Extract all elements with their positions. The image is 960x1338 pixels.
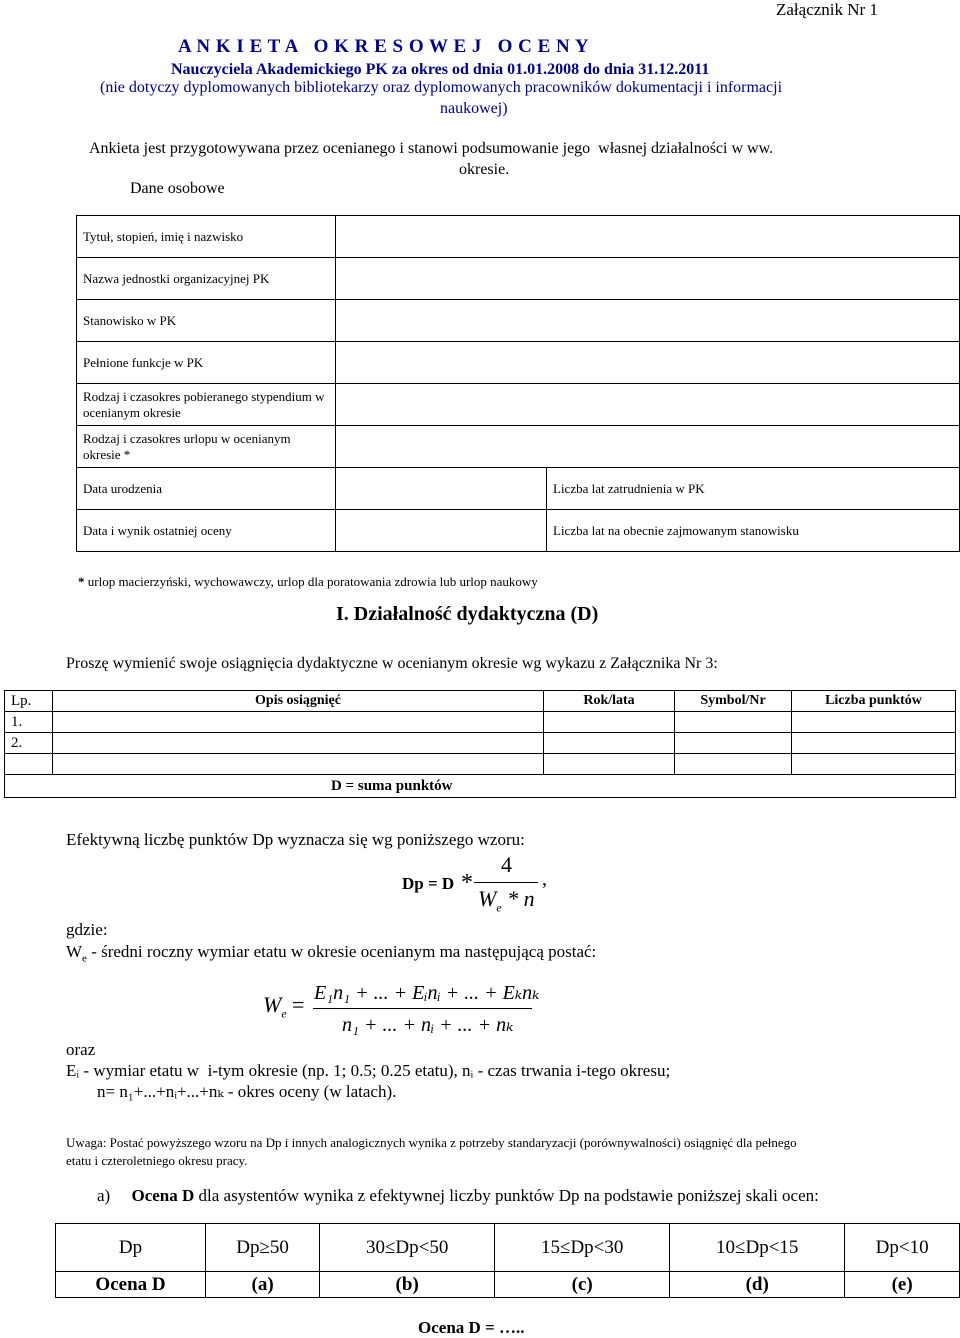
employment-years-label: Liczba lat zatrudnienia w PK — [547, 468, 960, 510]
description-cell[interactable] — [53, 712, 544, 733]
functions-label: Pełnione funkcje w PK — [77, 342, 336, 384]
we-numerator: E₁n₁ + ... + Eᵢnᵢ + ... + Eₖnₖ — [314, 982, 540, 1004]
gdzie-label: gdzie: — [66, 920, 108, 939]
denominator-rest: * n — [507, 886, 535, 911]
table-row — [77, 384, 960, 426]
grading-scale-table — [55, 1223, 960, 1298]
exclusion-note-1: (nie dotyczy dyplomowanych bibliotekarzy oraz dyplomowanych pracowników dokumentacji i informacji — [100, 79, 783, 96]
col-symbol: Symbol/Nr — [675, 691, 792, 712]
points-cell[interactable] — [792, 712, 956, 733]
scale-cell: 15≤Dp<30 — [495, 1224, 670, 1272]
grade-cell: (b) — [320, 1272, 495, 1298]
scale-row-dp — [56, 1224, 960, 1272]
section-instruction: Proszę wymienić swoje osiągnięcia dydaktyczne w ocenianym okresie wg wykazu z Załącznika Nr 3: — [66, 655, 718, 672]
unit-field[interactable] — [336, 258, 960, 300]
position-label: Stanowisko w PK — [77, 300, 336, 342]
we-lhs-sub: e — [281, 1006, 287, 1021]
table-row — [77, 426, 960, 468]
description-cell[interactable] — [53, 733, 544, 754]
personal-data-table — [76, 215, 960, 552]
n-description: n= n₁+...+nᵢ+...+nₖ - okres oceny (w latach). — [97, 1082, 397, 1101]
formula-comma: , — [542, 868, 547, 890]
attachment-label: Załącznik Nr 1 — [776, 0, 878, 19]
year-cell[interactable] — [544, 712, 675, 733]
intro-text-2: okresie. — [459, 161, 510, 178]
we-symbol: W — [66, 942, 83, 961]
grade-cell: (e) — [845, 1272, 960, 1298]
table-row — [77, 468, 960, 510]
unit-label: Nazwa jednostki organizacyjnej PK — [77, 258, 336, 300]
scale-cell: Dp≥50 — [206, 1224, 320, 1272]
scale-cell: 10≤Dp<15 — [670, 1224, 845, 1272]
year-cell[interactable] — [544, 733, 675, 754]
note-line-2: etatu i czteroletniego okresu pracy. — [66, 1153, 248, 1168]
title-name-label: Tytuł, stopień, imię i nazwisko — [77, 216, 336, 258]
footnote-text: urlop macierzyński, wychowawczy, urlop dla poratowania zdrowia lub urlop naukowy — [87, 574, 538, 589]
we-desc-text: - średni roczny wymiar etatu w okresie ocenianym ma następującą postać: — [91, 942, 597, 961]
table-row — [5, 733, 956, 754]
leave-field[interactable] — [336, 426, 960, 468]
formula-times: * — [461, 870, 473, 896]
scale-intro — [97, 1186, 819, 1206]
points-cell[interactable] — [792, 733, 956, 754]
sum-row — [5, 775, 956, 798]
title-name-field[interactable] — [336, 216, 960, 258]
birth-date-field[interactable] — [336, 468, 547, 510]
we-denominator: n₁ + ... + nᵢ + ... + nₖ — [342, 1014, 514, 1036]
position-years-label: Liczba lat na obecnie zajmowanym stanowisku — [547, 510, 960, 552]
table-row — [5, 754, 956, 775]
position-field[interactable] — [336, 300, 960, 342]
col-lp: Lp. — [5, 691, 53, 712]
section-title: I. Działalność dydaktyczna (D) — [336, 603, 599, 625]
scale-cell: Dp — [56, 1224, 206, 1272]
table-row — [77, 510, 960, 552]
row-number: 1. — [5, 712, 53, 733]
table-row — [77, 258, 960, 300]
last-evaluation-label: Data i wynik ostatniej oceny — [77, 510, 336, 552]
table-row — [77, 342, 960, 384]
col-points: Liczba punktów — [792, 691, 956, 712]
scale-row-grade — [56, 1272, 960, 1298]
ei-description: Eᵢ - wymiar etatu w i-tym okresie (np. 1; 0.5; 0.25 etatu), nᵢ - czas trwania i-tego okresu; — [66, 1061, 671, 1080]
footnote-star: * — [78, 574, 85, 589]
achievements-table — [4, 690, 956, 798]
formula-lhs: Dp = D — [402, 874, 455, 893]
grade-cell: Ocena D — [56, 1272, 206, 1298]
formula-fraction-line — [474, 882, 538, 883]
row-number — [5, 754, 53, 775]
oraz-label: oraz — [66, 1040, 96, 1059]
birth-date-label: Data urodzenia — [77, 468, 336, 510]
exclusion-note-2: naukowej) — [440, 100, 508, 117]
table-row — [5, 712, 956, 733]
symbol-cell[interactable] — [675, 712, 792, 733]
we-symbol-sub: e — [82, 952, 87, 965]
scale-intro-prefix: a) — [97, 1186, 111, 1205]
scale-intro-bold: Ocena D — [131, 1186, 195, 1205]
we-description — [66, 942, 596, 964]
points-cell[interactable] — [792, 754, 956, 775]
scale-intro-rest: dla asystentów wynika z efektywnej liczby punktów Dp na podstawie poniższej skali ocen: — [198, 1186, 819, 1205]
description-cell[interactable] — [53, 754, 544, 775]
last-evaluation-field[interactable] — [336, 510, 547, 552]
final-grade: Ocena D = ….. — [418, 1318, 525, 1337]
symbol-cell[interactable] — [675, 754, 792, 775]
we-fraction-line — [313, 1008, 532, 1009]
intro-text-1: Ankieta jest przygotowywana przez ocenianego i stanowi podsumowanie jego własnej działalności w ww. — [89, 140, 774, 157]
grade-cell: (d) — [670, 1272, 845, 1298]
row-number: 2. — [5, 733, 53, 754]
col-year: Rok/lata — [544, 691, 675, 712]
form-title: A N K I E T A O K R E S O W E J O C E N Y — [178, 36, 590, 57]
scholarship-label: Rodzaj i czasokres pobieranego stypendium w ocenianym okresie — [77, 384, 336, 426]
col-description: Opis osiągnięć — [53, 691, 544, 712]
sum-label: D = suma punktów — [5, 775, 956, 798]
footnote — [78, 574, 538, 590]
denominator-w: W — [478, 886, 497, 911]
form-subtitle: Nauczyciela Akademickiego PK za okres od dnia 01.01.2008 do dnia 31.12.2011 — [171, 61, 710, 78]
formula-numerator: 4 — [501, 852, 512, 877]
table-header-row — [5, 691, 956, 712]
scale-cell: 30≤Dp<50 — [320, 1224, 495, 1272]
year-cell[interactable] — [544, 754, 675, 775]
note-line-1: Uwaga: Postać powyższego wzoru na Dp i innych analogicznych wynika z potrzeby standaryzacji (porównywalności) osiągnięć dla pełnego — [66, 1135, 797, 1150]
table-row — [77, 216, 960, 258]
scholarship-field[interactable] — [336, 384, 960, 426]
we-lhs — [263, 992, 287, 1021]
grade-cell: (c) — [495, 1272, 670, 1298]
we-lhs-w: W — [263, 992, 282, 1017]
grade-cell: (a) — [206, 1272, 320, 1298]
leave-label: Rodzaj i czasokres urlopu w ocenianym okresie * — [77, 426, 336, 468]
we-equals: = — [292, 992, 305, 1017]
formula-intro: Efektywną liczbę punktów Dp wyznacza się wg poniższego wzoru: — [66, 830, 525, 849]
denominator-sub: e — [496, 900, 502, 915]
symbol-cell[interactable] — [675, 733, 792, 754]
formula-denominator — [478, 886, 535, 915]
functions-field[interactable] — [336, 342, 960, 384]
table-row — [77, 300, 960, 342]
scale-cell: Dp<10 — [845, 1224, 960, 1272]
personal-data-heading: Dane osobowe — [130, 180, 225, 197]
